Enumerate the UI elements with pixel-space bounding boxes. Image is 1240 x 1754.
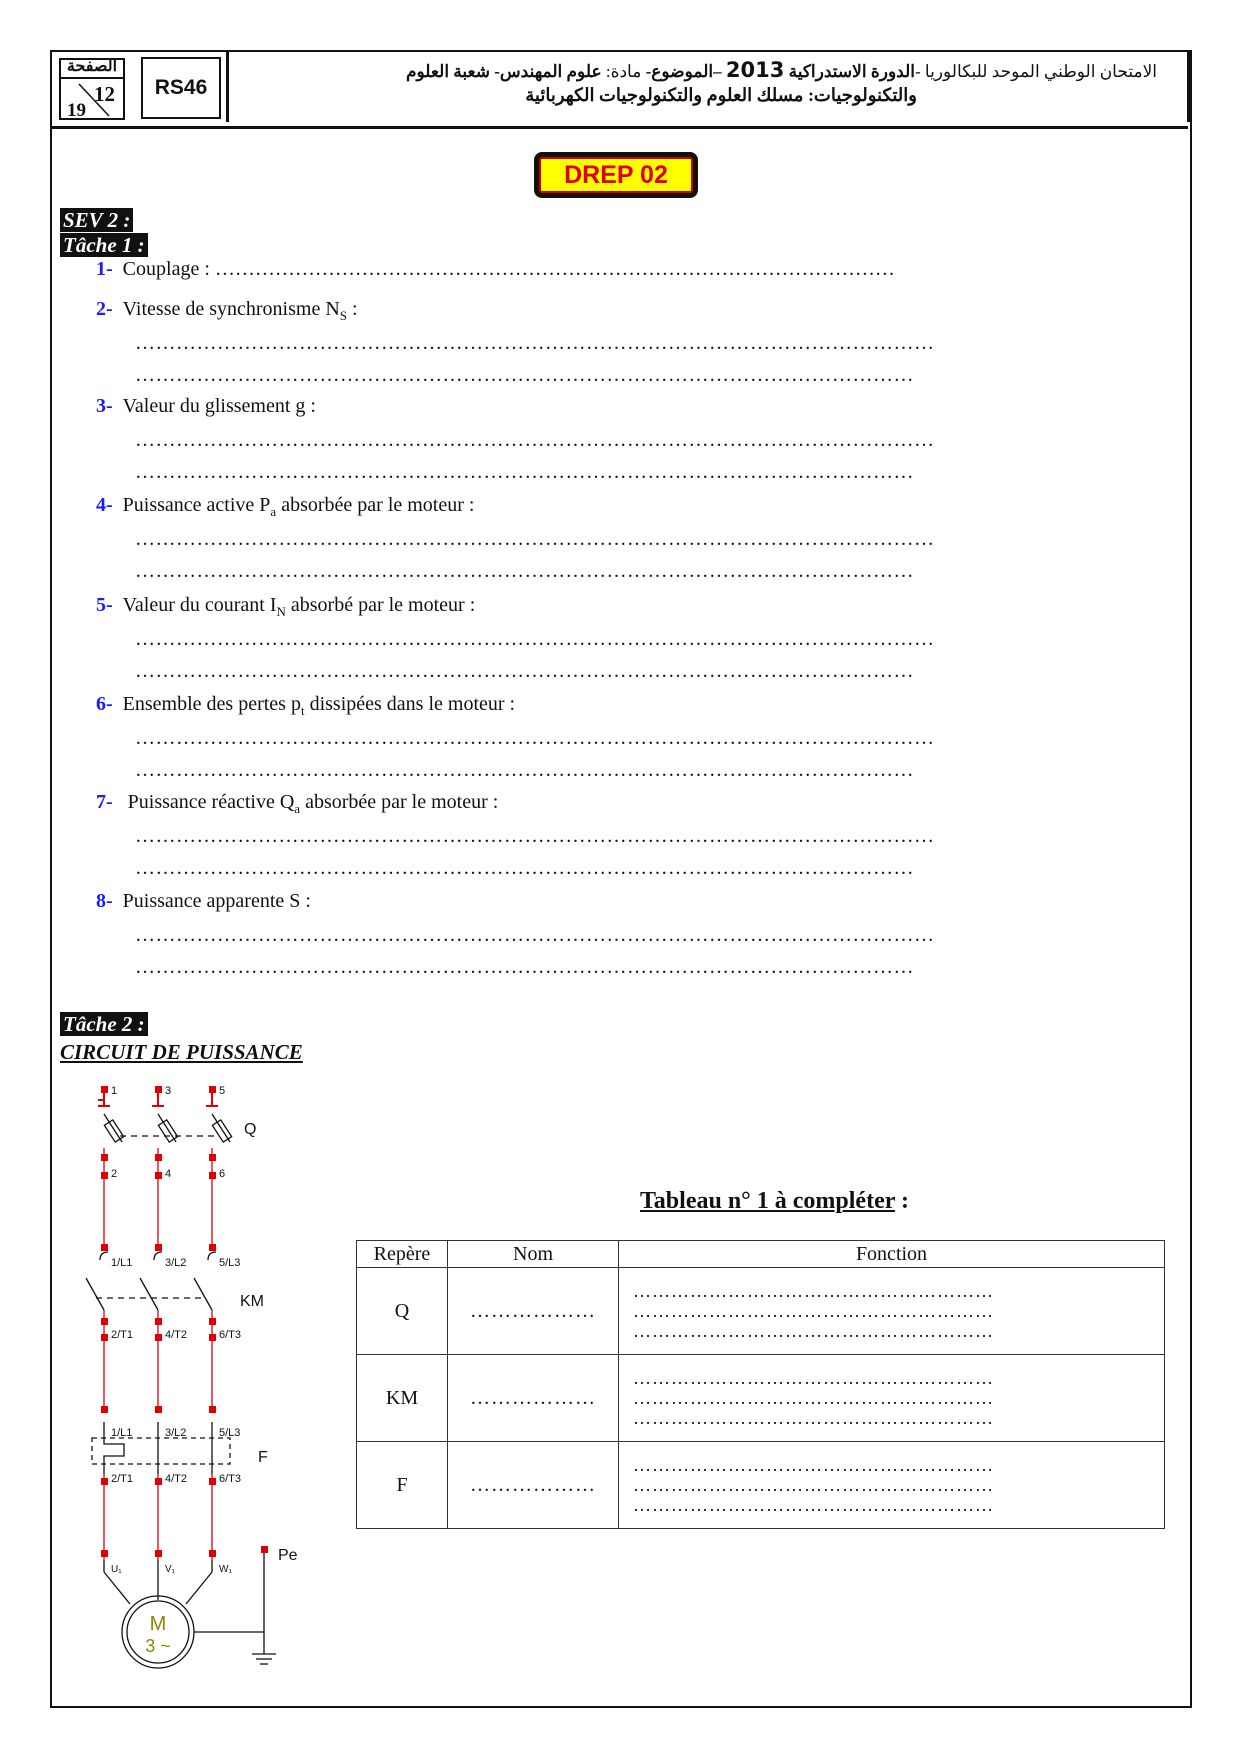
fonction-line: ………………………………………………… (633, 1281, 994, 1301)
question-7 (96, 791, 498, 817)
km-in-2: 3/L2 (165, 1257, 187, 1269)
question-text: Puissance apparente S : (122, 890, 311, 912)
fonction-line: ………………………………………………… (633, 1388, 994, 1408)
question-text-after: absorbé par le moteur : (285, 594, 476, 616)
table-row (357, 1268, 1165, 1355)
terminal-markers (101, 1086, 268, 1557)
motor-3phase (104, 1550, 276, 1668)
table-row (357, 1442, 1165, 1529)
answer-line[interactable]: …………………………………………………………………………………………………… (135, 759, 914, 781)
question-text: Valeur du glissement g : (122, 395, 316, 417)
km-out-3: 6/T3 (219, 1329, 242, 1341)
question-subscript: t (300, 703, 305, 718)
fonction-answer-field[interactable] (619, 1268, 1165, 1355)
answer-line[interactable]: ……………………………………………………………………………………………………… (135, 628, 935, 650)
circuit-title: CIRCUIT DE PUISSANCE (60, 1040, 303, 1064)
fonction-line: ………………………………………………… (633, 1321, 994, 1341)
question-3 (96, 395, 316, 418)
f-in-1: 1/L1 (111, 1427, 133, 1439)
question-subscript: a (294, 801, 301, 816)
answer-line[interactable]: ……………………………………………………………………………………………………… (135, 528, 935, 550)
answer-line[interactable]: …………………………………………………………………………………………………… (135, 461, 914, 483)
fonction-line: ………………………………………………… (633, 1475, 994, 1495)
exam-header (52, 52, 1188, 129)
repere-cell: Q (357, 1268, 448, 1355)
f-in-2: 3/L2 (165, 1427, 187, 1439)
f-in-3: 5/L3 (219, 1427, 241, 1439)
title-subject-label: –الموضوع- (645, 62, 722, 81)
tache1-heading: Tâche 1 : (60, 233, 148, 257)
exam-title-line2: والتكنولوجيات: مسلك العلوم والتكنولوجيات الكهربائية (525, 85, 917, 105)
question-text: Vitesse de synchronisme N (122, 298, 340, 320)
title-matter-label: مادة: (605, 62, 642, 81)
question-text-after: dissipées dans le moteur : (304, 693, 516, 715)
question-number: 7- (96, 791, 113, 813)
answer-line[interactable]: ……………………………………………………………………………………………………… (135, 727, 935, 749)
question-4 (96, 494, 474, 520)
fonction-line: ………………………………………………… (633, 1455, 994, 1475)
exam-title-line1 (406, 58, 1157, 82)
exam-code: RS46 (141, 57, 221, 119)
question-number: 6- (96, 693, 113, 715)
question-1 (96, 258, 895, 281)
answer-line[interactable]: …………………………………………………………………………………………………… (135, 364, 914, 386)
answer-line[interactable]: …………………………………………………………………………………………………… (135, 956, 914, 978)
question-number: 1- (96, 258, 113, 280)
question-text: Ensemble des pertes p (122, 693, 301, 715)
page-total: 19 (67, 100, 86, 121)
question-subscript: S (339, 308, 347, 323)
question-text-after: absorbée par le moteur : (300, 791, 499, 813)
table-title-suffix: : (894, 1188, 909, 1214)
col-fonction: Fonction (619, 1241, 1165, 1268)
drep-label: DREP 02 (539, 157, 693, 193)
question-8 (96, 890, 311, 913)
q-out-2: 2 (111, 1168, 118, 1180)
question-text-after: : (347, 298, 358, 320)
f-out-3: 6/T3 (219, 1473, 242, 1485)
km-label: KM (240, 1293, 264, 1310)
table-components (356, 1240, 1165, 1529)
answer-line[interactable]: ……………………………………………………………………………………………………… (135, 332, 935, 354)
title-part-a: الامتحان الوطني الموحد للبكالوريا - (914, 62, 1157, 81)
col-nom: Nom (448, 1241, 619, 1268)
question-subscript: N (276, 604, 286, 619)
page-label: الصفحة (61, 57, 123, 79)
table-title (640, 1188, 909, 1215)
answer-line[interactable]: …………………………………………………………………………………………………… (135, 560, 914, 582)
q-out-6: 6 (219, 1168, 226, 1180)
motor-m: M (149, 1613, 167, 1635)
nom-answer-field[interactable]: ……………… (448, 1355, 619, 1442)
fonction-line: ………………………………………………… (633, 1495, 994, 1515)
fonction-answer-field[interactable] (619, 1442, 1165, 1529)
answer-line[interactable]: ……………………………………………………………………………………………………… (135, 429, 935, 451)
question-2 (96, 298, 358, 324)
km-out-1: 2/T1 (111, 1329, 134, 1341)
question-6 (96, 693, 515, 719)
fonction-line: ………………………………………………… (633, 1368, 994, 1388)
title-matter: علوم المهندس- شعبة العلوم (406, 62, 602, 81)
km-out-2: 4/T2 (165, 1329, 188, 1341)
answer-line[interactable]: …………………………………………………………………………………………………… (135, 857, 914, 879)
question-text: Couplage : ………………………………………………………………………………………… (122, 258, 895, 280)
motor-term-v1: V₁ (165, 1564, 176, 1575)
fonction-line: ………………………………………………… (633, 1408, 994, 1428)
question-number: 5- (96, 594, 113, 616)
km-in-1: 1/L1 (111, 1257, 133, 1269)
pe-label: Pe (278, 1547, 298, 1564)
q-in-1: 1 (111, 1085, 118, 1097)
table-header-row (357, 1241, 1165, 1268)
answer-line[interactable]: …………………………………………………………………………………………………… (135, 660, 914, 682)
nom-answer-field[interactable]: ……………… (448, 1442, 619, 1529)
nom-answer-field[interactable]: ……………… (448, 1268, 619, 1355)
answer-line[interactable]: ……………………………………………………………………………………………………… (135, 825, 935, 847)
repere-cell: KM (357, 1355, 448, 1442)
km-contactor (86, 1252, 216, 1410)
f-label: F (258, 1449, 268, 1466)
question-subscript: a (270, 504, 277, 519)
f-out-1: 2/T1 (111, 1473, 134, 1485)
title-session: الدورة الاستدراكية (788, 62, 915, 81)
motor-term-u1: U₁ (111, 1564, 122, 1575)
table-row (357, 1355, 1165, 1442)
fonction-line: ………………………………………………… (633, 1301, 994, 1321)
q-in-5: 5 (219, 1085, 226, 1097)
question-number: 2- (96, 298, 113, 320)
question-number: 4- (96, 494, 113, 516)
question-text-after: absorbée par le moteur : (276, 494, 475, 516)
f-thermal-relay (92, 1422, 230, 1560)
fonction-answer-field[interactable] (619, 1355, 1165, 1442)
col-repere: Repère (357, 1241, 448, 1268)
answer-line[interactable]: ……………………………………………………………………………………………………… (135, 924, 935, 946)
repere-cell: F (357, 1442, 448, 1529)
f-out-2: 4/T2 (165, 1473, 188, 1485)
tache2-heading: Tâche 2 : (60, 1012, 148, 1036)
question-number: 8- (96, 890, 113, 912)
exam-title (226, 52, 1190, 122)
drep-badge (534, 152, 698, 198)
page-number: 12 (94, 82, 115, 106)
question-number: 3- (96, 395, 113, 417)
question-5 (96, 594, 475, 620)
q-in-3: 3 (165, 1085, 172, 1097)
sev-heading: SEV 2 : (60, 208, 133, 232)
question-text: Valeur du courant I (122, 594, 277, 616)
question-text: Puissance active P (122, 494, 271, 516)
page-number-box (59, 58, 125, 120)
motor-phase: 3 ~ (145, 1636, 171, 1656)
table-title-text: Tableau n° 1 à compléter (640, 1188, 895, 1214)
km-in-3: 5/L3 (219, 1257, 241, 1269)
q-label: Q (244, 1121, 257, 1138)
motor-term-w1: W₁ (219, 1564, 232, 1575)
power-circuit-diagram (80, 1070, 320, 1680)
q-out-4: 4 (165, 1168, 172, 1180)
question-text: Puissance réactive Q (122, 791, 295, 813)
title-year: 2013 (725, 58, 785, 82)
